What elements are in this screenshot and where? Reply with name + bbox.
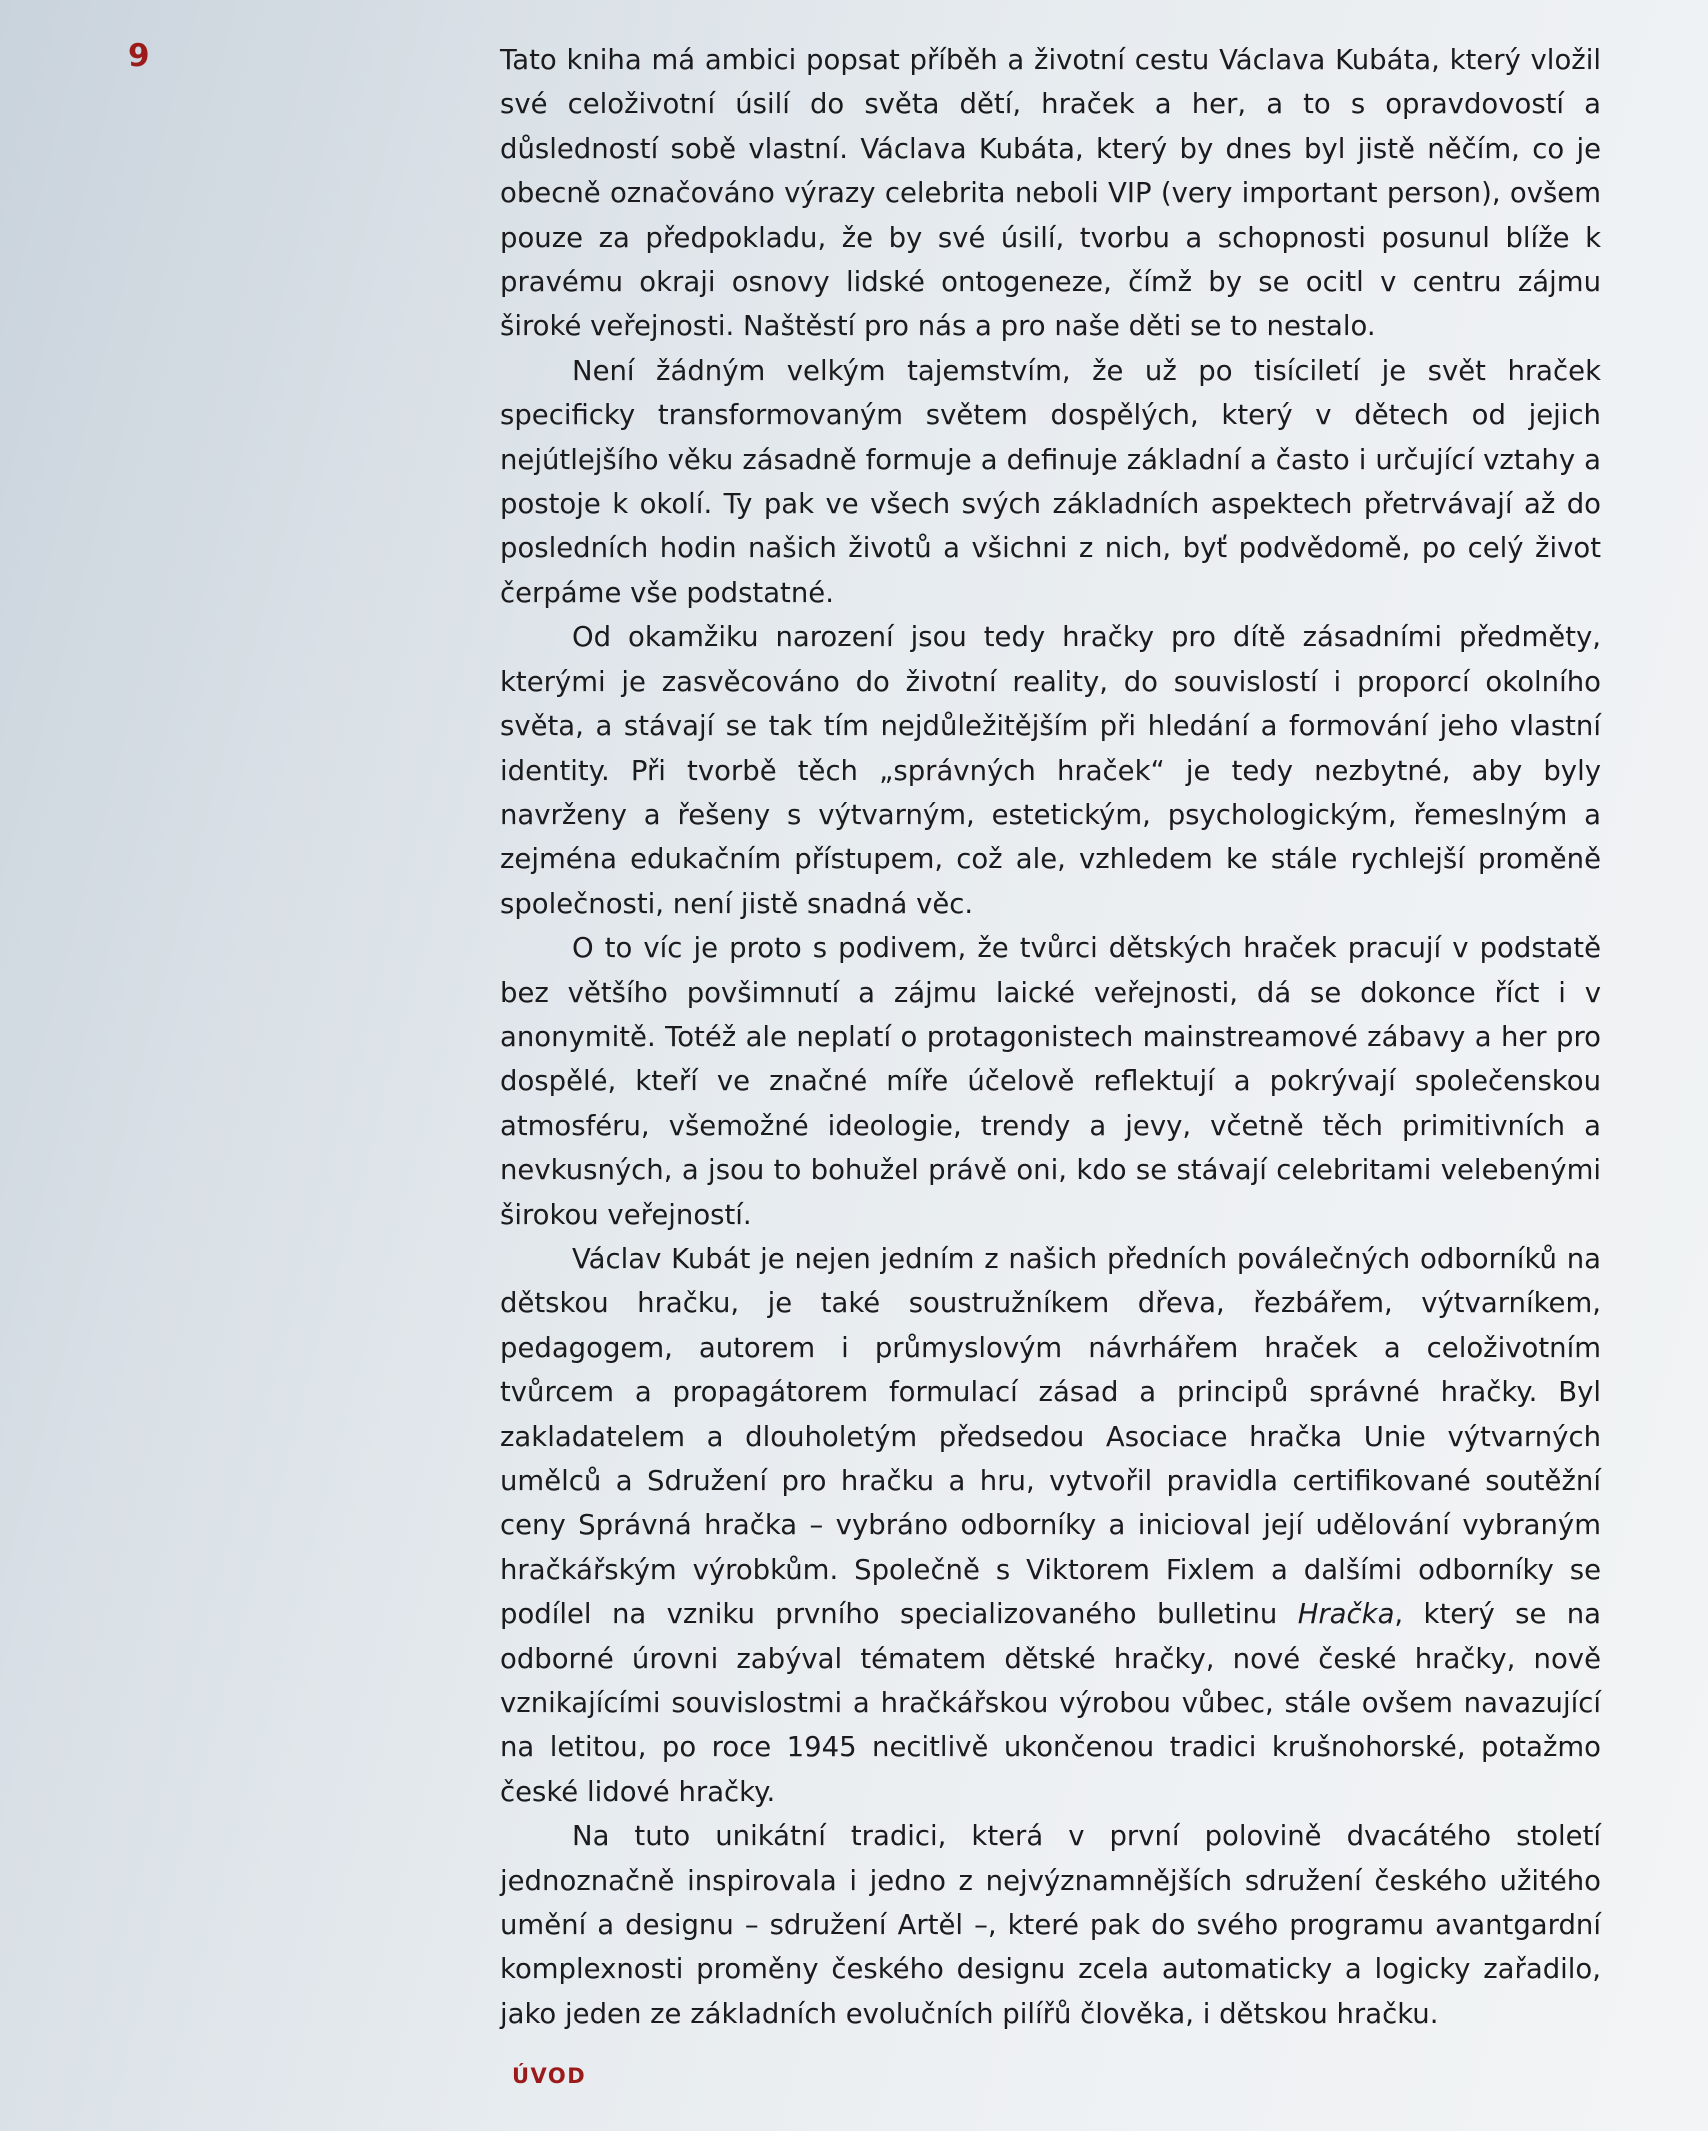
paragraph-5-text-before: Václav Kubát je nejen jedním z našich předních poválečných odborníků na dětskou hračku, je také soustružníkem dřeva, řezbářem, výtvarníkem, pedagogem, autorem i průmyslovým návrhářem hraček a celoživotním tvůrcem a propagátorem formulací zásad a principů správné hračky. Byl zakladatelem a dlouholetým předsedou Asociace hračka Unie výtvarných umělců a Sdružení pro hračku a hru, vytvořil pravidla certifikované soutěžní ceny Správná hračka – vybráno odborníky a inicioval její udělování vybraným hračkářským výrobkům. Společně s Viktorem Fixlem a dalšími odborníky se podílel na vzniku prvního specializovaného bulletinu	[500, 1242, 1601, 1631]
page-number: 9	[128, 38, 150, 74]
paragraph-5	[500, 1237, 1601, 1814]
paragraph-4: O to víc je proto s podivem, že tvůrci dětských hraček pracují v podstatě bez většího povšimnutí a zájmu laické veřejnosti, dá se dokonce říct i v anonymitě. Totéž ale neplatí o protagonistech mainstreamové zábavy a her pro dospělé, kteří ve značné míře účelově reflektují a pokrývají společenskou atmosféru, všemožné ideologie, trendy a jevy, včetně těch primitivních a nevkusných, a jsou to bohužel právě oni, kdo se stávají celebritami velebenými širokou veřejností.	[500, 932, 1601, 1231]
bulletin-title: Hračka	[1297, 1598, 1395, 1631]
paragraph-3: Od okamžiku narození jsou tedy hračky pro dítě zásadními předměty, kterými je zasvěcováno do životní reality, do souvislostí i proporcí okolního světa, a stávají se tak tím nejdůležitějším při hledání a formování jeho vlastní identity. Při tvorbě těch „správných hraček“ je tedy nezbytné, aby byly navrženy a řešeny s výtvarným, estetickým, psychologickým, řemeslným a zejména edukačním přístupem, což ale, vzhledem ke stále rychlejší proměně společnosti, není jistě snadná věc.	[500, 621, 1601, 920]
paragraph-6: Na tuto unikátní tradici, která v první polovině dvacátého století jednoznačně inspirovala i jedno z nejvýznamnějších sdružení českého užitého umění a designu – sdružení Artěl –, které pak do svého programu avantgardní komplexnosti proměny českého designu zcela automaticky a logicky zařadilo, jako jeden ze základních evolučních pilířů člověka, i dětskou hračku.	[500, 1820, 1601, 2030]
paragraph-2: Není žádným velkým tajemstvím, že už po tisíciletí je svět hraček specificky transformovaným světem dospělých, který v dětech od jejich nejútlejšího věku zásadně formuje a definuje základní a často i určující vztahy a postoje k okolí. Ty pak ve všech svých základních aspektech přetrvávají až do posledních hodin našich životů a všichni z nich, byť podvědomě, po celý život čerpáme vše podstatné.	[500, 354, 1601, 609]
body-text	[500, 38, 1601, 2036]
paragraph-1: Tato kniha má ambici popsat příběh a životní cestu Václava Kubáta, který vložil své celoživotní úsilí do světa dětí, hraček a her, a to s opravdovostí a důsledností sobě vlastní. Václava Kubáta, který by dnes byl jistě něčím, co je obecně označováno výrazy celebrita neboli VIP (very important person), ovšem pouze za předpokladu, že by své úsilí, tvorbu a schopnosti posunul blíže k pravému okraji osnovy lidské ontogeneze, čímž by se ocitl v centru zájmu široké veřejnosti. Naštěstí pro nás a pro naše děti se to nestalo.	[500, 44, 1601, 343]
section-label: ÚVOD	[512, 2064, 587, 2088]
paragraph-5-text-after: , který se na odborné úrovni zabýval tématem dětské hračky, nové české hračky, nově vznikajícími souvislostmi a hračkářskou výrobou vůbec, stále ovšem navazující na letitou, po roce 1945 necitlivě ukončenou tradici krušnohorské, potažmo české lidové hračky.	[500, 1598, 1602, 1808]
